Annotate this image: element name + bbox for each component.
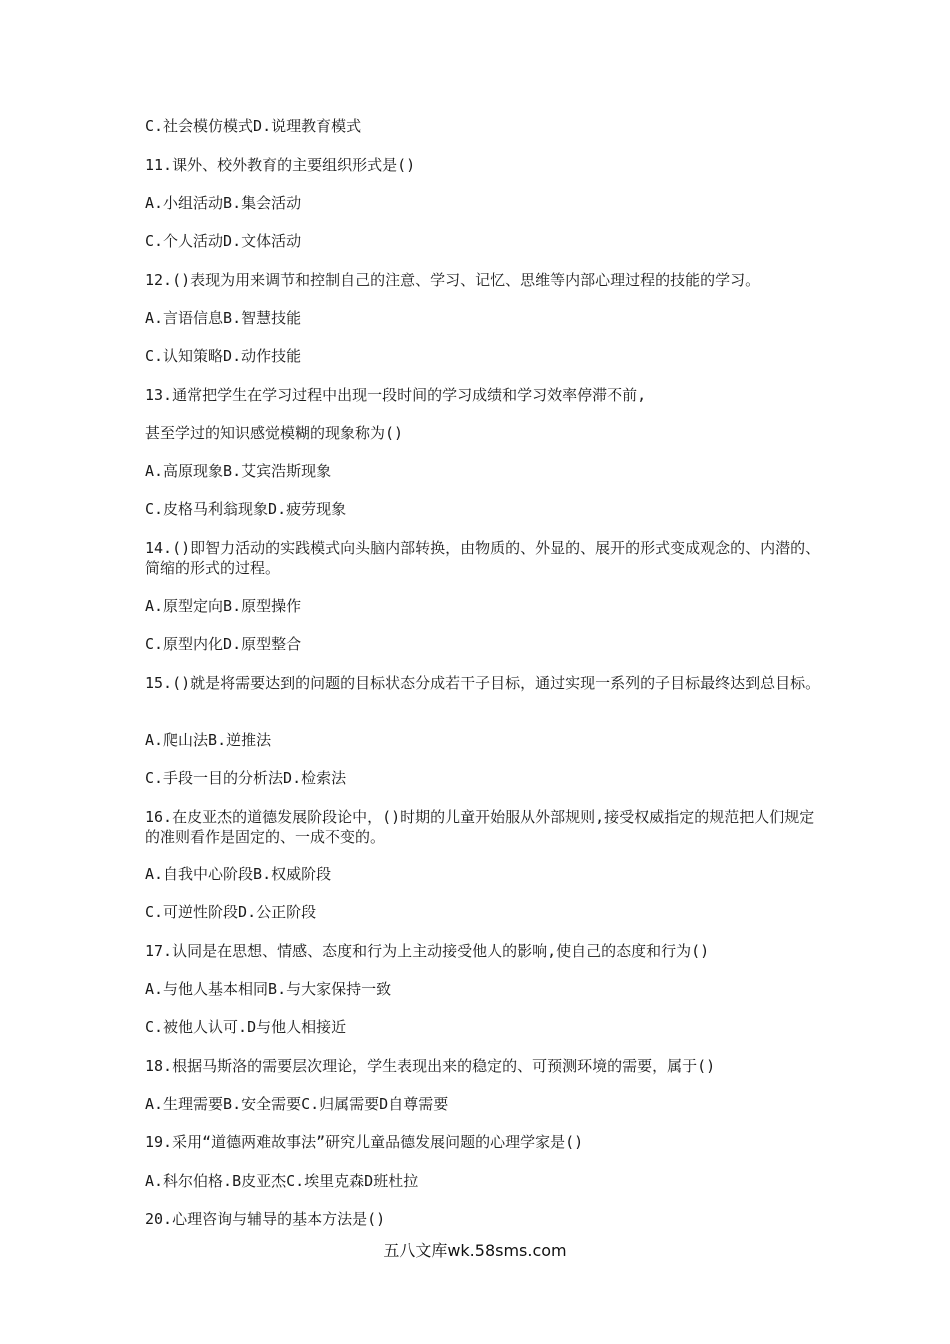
text-line: C.皮格马利翁现象D.疲劳现象 — [145, 500, 347, 518]
text-line: A.生理需要B.安全需要C.归属需要D自尊需要 — [145, 1095, 449, 1113]
text-line: C.被他人认可.D与他人相接近 — [145, 1018, 347, 1036]
text-line: A.原型定向B.原型操作 — [145, 597, 302, 615]
footer-watermark: 五八文库wk.58sms.com — [383, 1241, 567, 1260]
text-line: C.可逆性阶段D.公正阶段 — [145, 903, 317, 921]
text-line: A.言语信息B.智慧技能 — [145, 309, 302, 327]
question-18: 18.根据马斯洛的需要层次理论，学生表现出来的稳定的、可预测环境的需要，属于() — [145, 1057, 716, 1075]
text-line: A.科尔伯格.B皮亚杰C.埃里克森D班杜拉 — [145, 1172, 419, 1190]
text-line: C.社会模仿模式D.说理教育模式 — [145, 117, 362, 135]
question-14: 14.()即智力活动的实践模式向头脑内部转换，由物质的、外显的、展开的形式变成观念的、内潜的、简缩的形式的过程。 — [145, 539, 821, 577]
question-17: 17.认同是在思想、情感、态度和行为上主动接受他人的影响,使自己的态度和行为() — [145, 942, 710, 960]
text-line: C.原型内化D.原型整合 — [145, 635, 302, 653]
question-13: 13.通常把学生在学习过程中出现一段时间的学习成绩和学习效率停滞不前, — [145, 386, 647, 404]
text-line: A.高原现象B.艾宾浩斯现象 — [145, 462, 332, 480]
question-16: 16.在皮亚杰的道德发展阶段论中，()时期的儿童开始服从外部规则,接受权威指定的规范把人们规定的准则看作是固定的、一成不变的。 — [145, 808, 815, 846]
question-19: 19.采用“道德两难故事法”研究儿童品德发展问题的心理学家是() — [145, 1133, 584, 1151]
text-line: A.小组活动B.集会活动 — [145, 194, 302, 212]
text-line: 甚至学过的知识感觉模糊的现象称为() — [145, 424, 404, 442]
text-line: A.爬山法B.逆推法 — [145, 731, 272, 749]
text-line: C.手段一目的分析法D.检索法 — [145, 769, 347, 787]
text-line: C.认知策略D.动作技能 — [145, 347, 302, 365]
text-line: C.个人活动D.文体活动 — [145, 232, 302, 250]
text-line: A.与他人基本相同B.与大家保持一致 — [145, 980, 392, 998]
question-12: 12.()表现为用来调节和控制自己的注意、学习、记忆、思维等内部心理过程的技能的学习。 — [145, 271, 761, 289]
question-15: 15.()就是将需要达到的问题的目标状态分成若干子目标，通过实现一系列的子目标最终达到总目标。 — [145, 674, 821, 692]
question-20: 20.心理咨询与辅导的基本方法是() — [145, 1210, 386, 1228]
question-11: 11.课外、校外教育的主要组织形式是() — [145, 156, 416, 174]
text-line: A.自我中心阶段B.权威阶段 — [145, 865, 332, 883]
